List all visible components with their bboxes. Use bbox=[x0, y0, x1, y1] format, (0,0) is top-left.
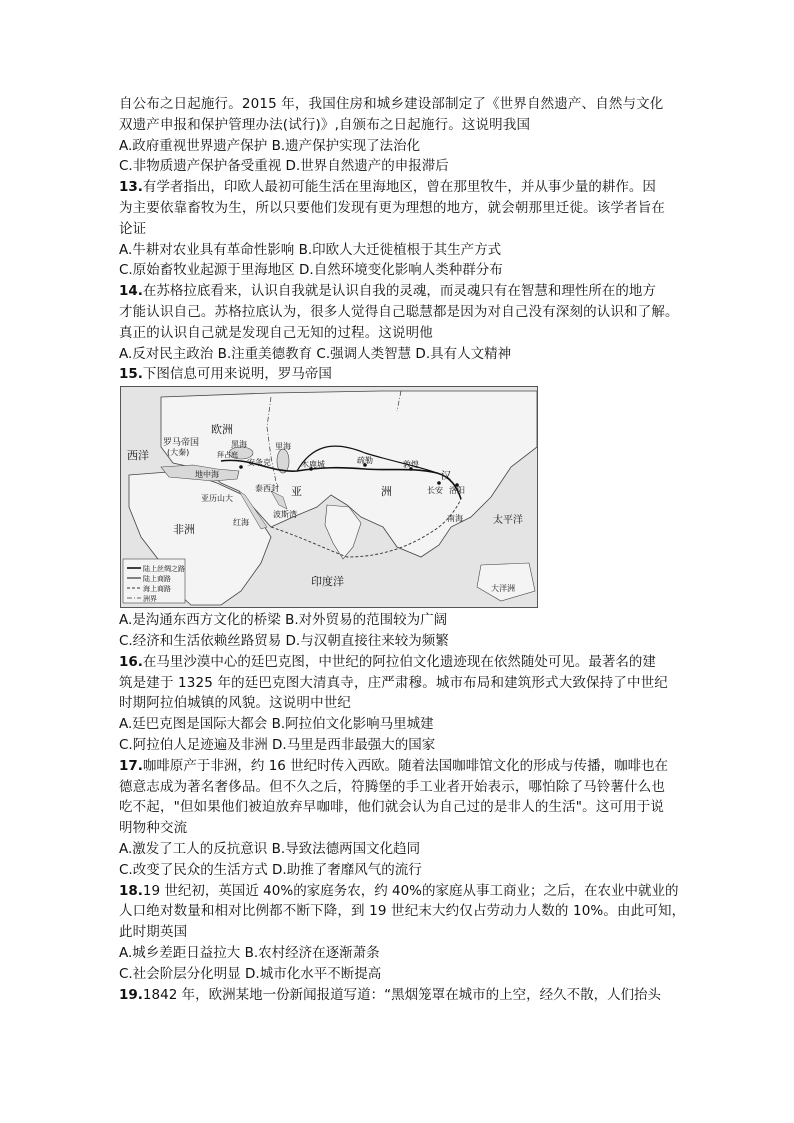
map-label: 长安 bbox=[427, 486, 443, 496]
intro-line: 双遗产申报和保护管理办法(试行)》,自颁布之日起施行。这说明我国 bbox=[119, 116, 531, 133]
question-16 bbox=[119, 652, 689, 756]
question-14 bbox=[119, 281, 689, 364]
map-label: 地中海 bbox=[195, 470, 219, 480]
question-number: 14. bbox=[119, 283, 143, 300]
question-text: 在马里沙漠中心的廷巴克图，中世纪的阿拉伯文化遗迹现在依然随处可见。最著名的建 bbox=[142, 653, 656, 670]
question-text: 19 世纪初，英国近 40%的家庭务农，约 40%的家庭从事工商业；之后，在农业中就业的 bbox=[142, 882, 679, 899]
answer-options: A.城乡差距日益拉大 B.农村经济在逐渐萧条 bbox=[119, 944, 380, 961]
answer-options: C.阿拉伯人足迹遍及非洲 D.马里是西非最强大的国家 bbox=[119, 736, 436, 753]
legend-entry: 洲界 bbox=[143, 595, 157, 604]
question-18 bbox=[119, 881, 689, 985]
map-label: 大洋洲 bbox=[491, 584, 515, 594]
map-label: 疏勒 bbox=[357, 456, 373, 466]
question-text: 才能认识自己。苏格拉底认为，很多人觉得自己聪慧都是因为对自己没有深刻的认识和了解。 bbox=[119, 303, 679, 320]
map-label: 欧洲 bbox=[211, 423, 233, 437]
map-label: 汉 bbox=[441, 471, 451, 483]
map-label: 西洋 bbox=[127, 449, 149, 463]
question-text: 为主要依靠畜牧为生，所以只要他们发现有更为理想的地方，就会朝那里迁徙。该学者旨在 bbox=[119, 199, 665, 216]
question-text: 下图信息可用来说明，罗马帝国 bbox=[142, 366, 332, 383]
map-label: 亚 bbox=[291, 485, 302, 499]
answer-options: C.非物质遗产保护备受重视 D.世界自然遗产的申报滞后 bbox=[119, 158, 449, 175]
answer-options: A.廷巴克图是国际大都会 B.阿拉伯文化影响马里城建 bbox=[119, 716, 434, 733]
map-label: 非洲 bbox=[173, 523, 195, 537]
question-number: 13. bbox=[119, 179, 143, 196]
answer-options: A.激发了工人的反抗意识 B.导致法德两国文化趋同 bbox=[119, 840, 421, 857]
question-text: 人口绝对数量和相对比例都不断下降，到 19 世纪末大约仅占劳动力人数的 10%。由此可知， bbox=[119, 903, 686, 920]
question-number: 15. bbox=[119, 366, 143, 383]
question-text: 真正的认识自己就是发现自己无知的过程。这说明他 bbox=[119, 324, 433, 341]
map-label: 南海 bbox=[447, 514, 463, 524]
map-label: 黑海 bbox=[231, 440, 247, 450]
map-label: (大秦) bbox=[167, 448, 190, 458]
map-label: 太平洋 bbox=[493, 515, 523, 527]
map-label: 木鹿城 bbox=[301, 460, 325, 470]
intro-block bbox=[119, 94, 689, 177]
map-label: 泰西封 bbox=[255, 484, 279, 494]
question-text: 时期阿拉伯城镇的风貌。这说明中世纪 bbox=[119, 695, 352, 712]
answer-options: A.牛耕对农业具有革命性影响 B.印欧人大迁徙植根于其生产方式 bbox=[119, 241, 502, 258]
legend-entry: 陆上商路 bbox=[143, 575, 171, 584]
question-19 bbox=[119, 985, 689, 1006]
map-label: 洛阳 bbox=[449, 486, 465, 496]
map-label: 拜占庭 bbox=[217, 451, 238, 460]
map-label: 安条克 bbox=[247, 458, 271, 468]
question-text: 明物种交流 bbox=[119, 820, 188, 837]
map-label: 敦煌 bbox=[403, 460, 419, 470]
question-number: 17. bbox=[119, 757, 143, 774]
map-label: 波斯湾 bbox=[273, 510, 297, 520]
question-13 bbox=[119, 177, 689, 281]
map-label: 洲 bbox=[381, 485, 392, 499]
intro-line: 自公布之日起施行。2015 年，我国住房和城乡建设部制定了《世界自然遗产、自然与文化 bbox=[119, 96, 664, 112]
map-label: 红海 bbox=[233, 518, 249, 528]
answer-options: C.经济和生活依赖丝路贸易 D.与汉朝直接往来较为频繁 bbox=[119, 632, 449, 649]
document-page bbox=[119, 94, 689, 1005]
answer-options: A.反对民主政治 B.注重美德教育 C.强调人类智慧 D.具有人文精神 bbox=[119, 345, 512, 362]
legend-entry: 陆上丝绸之路 bbox=[143, 565, 185, 574]
map-label: 里海 bbox=[275, 442, 291, 452]
map-label: 亚历山大 bbox=[201, 494, 233, 504]
map-label: 罗马帝国 bbox=[163, 438, 200, 449]
answer-options: A.是沟通东西方文化的桥梁 B.对外贸易的范围较为广阔 bbox=[119, 612, 448, 629]
city-dot bbox=[239, 465, 243, 469]
map-label: 印度洋 bbox=[311, 575, 344, 589]
answer-options: C.社会阶层分化明显 D.城市化水平不断提高 bbox=[119, 965, 382, 982]
question-text: 此时期英国 bbox=[119, 924, 188, 941]
question-17 bbox=[119, 756, 689, 881]
silk-road-map bbox=[120, 386, 538, 608]
answer-options: C.改变了民众的生活方式 D.助推了奢靡风气的流行 bbox=[119, 861, 422, 878]
question-text: 在苏格拉底看来，认识自我就是认识自我的灵魂，而灵魂只有在智慧和理性所在的地方 bbox=[142, 283, 656, 300]
question-number: 16. bbox=[119, 653, 143, 670]
question-text: 论证 bbox=[119, 220, 147, 237]
legend-entry: 海上商路 bbox=[143, 585, 171, 594]
question-number: 19. bbox=[119, 986, 143, 1003]
answer-options: A.政府重视世界遗产保护 B.遗产保护实现了法治化 bbox=[119, 137, 421, 154]
question-text: 1842 年，欧洲某地一份新闻报道写道：“黑烟笼罩在城市的上空，经久不散，人们抬头 bbox=[142, 986, 662, 1003]
question-text: 筑是建于 1325 年的廷巴克图大清真寺，庄严肃穆。城市布局和建筑形式大致保持了中世纪 bbox=[119, 674, 668, 691]
question-text: 吃不起，"但如果他们被迫放弃早咖啡，他们就会认为自己过的是非人的生活"。这可用于说 bbox=[119, 799, 665, 816]
answer-options: C.原始畜牧业起源于里海地区 D.自然环境变化影响人类种群分布 bbox=[119, 262, 503, 279]
question-15 bbox=[119, 364, 689, 651]
question-text: 有学者指出，印欧人最初可能生活在里海地区，曾在那里牧牛，并从事少量的耕作。因 bbox=[142, 179, 656, 196]
question-number: 18. bbox=[119, 882, 143, 899]
question-text: 德意志成为著名奢侈品。但不久之后，符腾堡的手工业者开始表示，哪怕除了马铃薯什么也 bbox=[119, 778, 665, 795]
question-text: 咖啡原产于非洲，约 16 世纪时传入西欧。随着法国咖啡馆文化的形成与传播，咖啡也在 bbox=[142, 757, 669, 774]
